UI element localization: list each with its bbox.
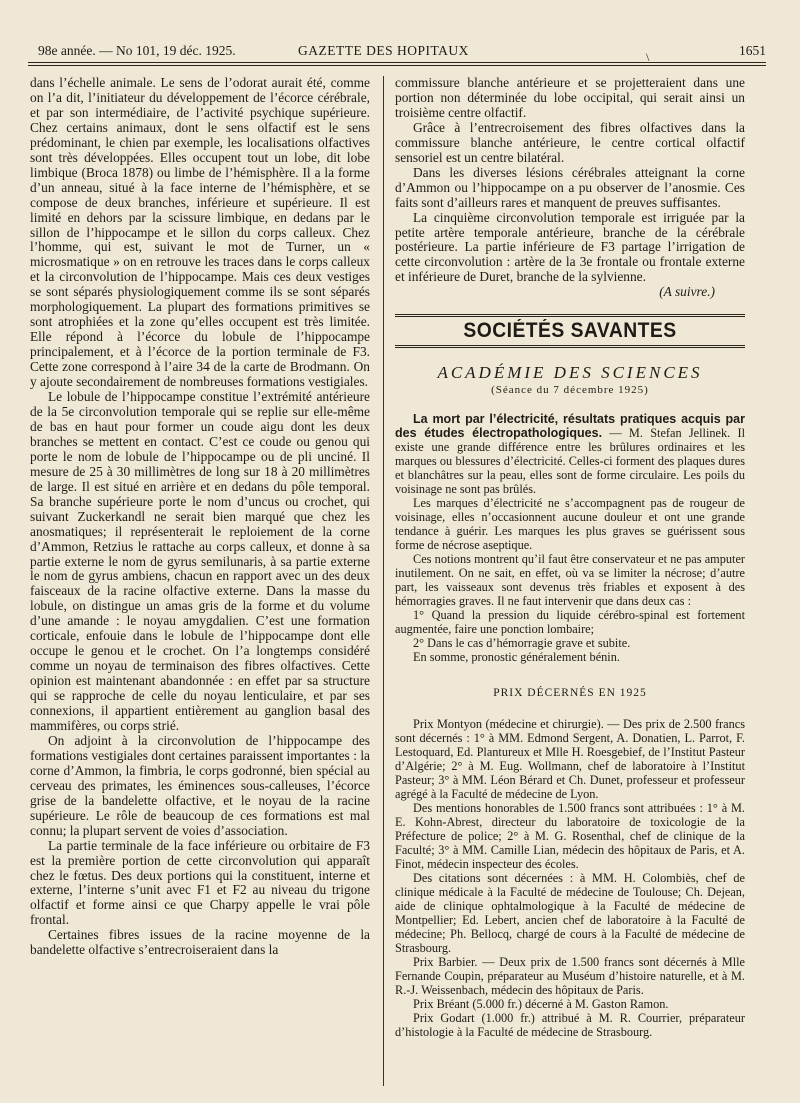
prize-entry: Des citations sont décernées : à MM. H. Colombiès, chef de clinique médicale à la Faculté de médecine de Toulouse; Ch. Dejean, aide de clinique ophtalmologique à la Faculté de médecine de Montpellier; Ed. Lebert, ancien chef de laboratoire à la Faculté de médecine; Ph. Bellocq, chargé de cours à la Faculté de médecine de Strasbourg. bbox=[395, 871, 745, 956]
article-author: — M. Stefan Jellinek. bbox=[602, 426, 731, 441]
left-column bbox=[30, 76, 370, 958]
academy-heading: ACADÉMIE DES SCIENCES bbox=[437, 363, 703, 383]
prize-entry: Prix Bréant (5.000 fr.) décerné à M. Gaston Ramon. bbox=[413, 997, 669, 1012]
page-number: 1651 bbox=[739, 43, 766, 58]
paragraph: Ces notions montrent qu’il faut être conservateur et ne pas amputer inutilement. On ne sait, en effet, où va se limiter la nécrose; d’autre part, les vaisseaux sont devenus très friables et exposent à des hémorragies graves. Il ne faut intervenir que dans deux cas : bbox=[395, 552, 745, 609]
to-be-continued: (A suivre.) bbox=[659, 284, 715, 300]
prize-entry: Prix Montyon (médecine et chirurgie). — Des prix de 2.500 francs sont décernés : 1° à MM. Edmond Sergent, A. Donatien, L. Parrot, F. Lestoquard, Ed. Plantureux et Mlle H. Roesgebief, de l’Institut Pasteur d’Algérie; 2° à M. Eug. Wollmann, chef de laboratoire à l’Institut Pasteur; 3° à MM. Léon Bérard et Ch. Dunet, professeur et professeur agrégé à la Faculté de médecine de Lyon. bbox=[395, 717, 745, 802]
header-rule-2 bbox=[28, 65, 766, 66]
prize-entry: Prix Barbier. — Deux prix de 1.500 francs sont décernés à Mlle Fernande Coupin, préparateur au Muséum d’histoire naturelle, et à M. R.-J. Weissenbach, médecin des hôpitaux de Paris. bbox=[395, 955, 745, 998]
right-column bbox=[395, 76, 745, 1039]
header-rule bbox=[28, 62, 766, 63]
paragraph: 1° Quand la pression du liquide cérébro-spinal est fortement augmentée, faire une ponction lombaire; bbox=[395, 608, 745, 637]
paragraph: La cinquième circonvolution temporale est irriguée par la petite artère temporale antérieure, branche de la cérébrale postérieure. La partie inférieure de F3 partage l’irrigation de cette circonvolution : artère de la 3e frontale ou frontale externe et inférieure de Duret, branche de la sylvienne. bbox=[395, 209, 745, 285]
paragraph: Grâce à l’entrecroisement des fibres olfactives dans la commissure blanche antérieure, le centre cortical olfactif sensoriel est un centre bilatéral. bbox=[395, 119, 745, 165]
prize-entry: Des mentions honorables de 1.500 francs sont attribuées : 1° à M. E. Kohn-Abrest, directeur du laboratoire de toxicologie de la Préfecture de police; 2° à M. G. Rosenthal, chef de clinique de la Faculté; 3° à MM. Camille Lian, médecin des hôpitaux de Paris, et A. Finot, médecin inspecteur des écoles. bbox=[395, 801, 745, 872]
prize-entry: Prix Godart (1.000 fr.) attribué à M. R. Courrier, préparateur d’histologie à la Faculté de médecine de Strasbourg. bbox=[395, 1011, 745, 1040]
paragraph: La partie terminale de la face inférieure ou orbitaire de F3 est la première portion de cette circonvolution qui apparaît chez le fœtus. Des deux portions qui la constituent, interne et externe, l’interne s’unit avec F1 et F2 au niveau du trigone olfactif et forme ainsi ce que Charpy appelle le vrai pôle frontal. bbox=[30, 837, 370, 928]
article-title: La mort par l’électricité, résultats pratiques acquis par des études électropathologiques. bbox=[395, 412, 745, 441]
paragraph: Le lobule de l’hippocampe constitue l’extrémité antérieure de la 5e circonvolution temporale qui se replie sur elle-même de bas en haut pour former un coude aigu dont les deux branches se mettent en contact. C’est ce coude ou genou qui porte le nom de lobule de l’hippocampe ou de pli unciné. Il mesure de 25 à 30 millimètres de long sur 18 à 20 millimètres de large. Il est situé en arrière et en dedans du pôle temporal. Sa branche supérieure porte le nom d’uncus ou crochet, qui suivant Zuckerkandl ne serait bien marqué que chez les anosmatiques; il représenterait le reploiement de la corne d’Ammon, Retzius le rattache au corps calleux, et donne à sa partie externe le nom de gyrus semilunaris, à sa partie externe le nom de gyrus ambiens, chacun en rapport avec un des deux faisceaux de la racine olfactive externe. Dans la masse du lobule, on distingue un amas gris de la forme et du volume d’une amande : le noyau amygdalien. C’est une formation corticale, enfouie dans le lobule de l’hippocampe dont elle occupe le genou et le crochet. On l’a longtemps considéré comme un noyau de terminaison des fibres olfactives. Cette opinion est maintenant abandonnée : en effet par sa structure qui se rapproche de celle du noyau lenticulaire, et par ses connexions, il appartient entièrement au ganglion basal des mammifères, ou corps strié. bbox=[30, 389, 370, 733]
paragraph: Certaines fibres issues de la racine moyenne de la bandelette olfactive s’entrecroiseraient dans la bbox=[30, 927, 370, 958]
paragraph: Dans les diverses lésions cérébrales atteignant la corne d’Ammon ou l’hippocampe on a pu observer de l’anosmie. Ces faits sont d’ailleurs rares et manquent de preuves suffisantes. bbox=[395, 164, 745, 210]
page-header bbox=[28, 40, 766, 62]
column-divider bbox=[383, 76, 384, 1086]
article-text: Il existe une grande différence entre les brûlures ordinaires et les marques ou blessures d’électricité. Celles-ci forment des plaques dures et blanchâtres sur la peau, elles sont de forme circulaire. Les poils du voisinage ne sont pas brûlés. bbox=[395, 426, 746, 497]
paragraph: En somme, pronostic généralement bénin. bbox=[413, 650, 620, 665]
prizes-heading: PRIX DÉCERNÉS EN 1925 bbox=[493, 687, 647, 700]
paragraph: Les marques d’électricité ne s’accompagnent pas de rougeur de voisinage, elles n’occasionnent aucune douleur et ont une grande tendance à guérir. Les marques les plus graves se guérissent sous forme de nécrose aseptique. bbox=[395, 496, 745, 553]
paragraph: dans l’échelle animale. Le sens de l’odorat aurait été, comme on l’a dit, l’initiateur du développement de l’écorce cérébrale, et par son intermédiaire, de l’activité psychique supérieure. Chez certains animaux, dont le sens olfactif est le sens prédominant, le chien par exemple, les localisations olfactives sont très développées. Elles occupent tout un lobe, dit lobe limbique (Broca 1878) ou limbe de l’hémisphère. Il a la forme d’un anneau, situé à la face interne de l’hémisphère, et se compose de deux branches, inférieure et supérieure. Il est limité en dehors par la scissure limbique, en dedans par le sillon de l’hippocampe et le sillon du corps calleux. Chez l’homme, qui est, suivant le mot de Turner, un « microsmatique » on en retrouve les traces dans le corps calleux et la circonvolution de l’hippocampe. Mais ces deux vestiges se sont séparés physiologiquement comme ils se sont séparés morphologiquement. La plupart des formations primitives se sont atrophiées et la zone qu’elles occupent est très limitée. Elle répond à l’écorce du lobule de l’hippocampe principalement, et à l’écorce de la portion terminale de F3. Cette zone correspond à l’aire 34 de la carte de Brodmann. On y ajoute secondairement de nombreuses formations vestigiales. bbox=[30, 75, 370, 390]
section-title: SOCIÉTÉS SAVANTES bbox=[463, 319, 677, 343]
newspaper-page bbox=[28, 40, 766, 1080]
margin-mark: \ bbox=[646, 50, 650, 64]
paragraph: On adjoint à la circonvolution de l’hippocampe des formations vestigiales dont certaines paraissent importantes : la corne d’Ammon, la fimbria, le corps godronné, bien spécial au cerveau des primates, les éminences sous-calleuses, l’écorce grise de la bandelette olfactive, et le noyau de la racine supérieure. Le rôle de beaucoup de ces formations est mal connu; la plupart servent de voies d’association. bbox=[30, 732, 370, 838]
paragraph: 2° Dans le cas d’hémorragie grave et subite. bbox=[413, 636, 631, 651]
journal-title: GAZETTE DES HOPITAUX bbox=[298, 43, 469, 58]
issue-info: 98e année. — No 101, 19 déc. 1925. bbox=[38, 43, 236, 58]
session-date: (Séance du 7 décembre 1925) bbox=[491, 384, 649, 397]
paragraph: commissure blanche antérieure et se projetteraient dans une portion non déterminée du lobe occipital, qui serait ainsi un troisième centre olfactif. bbox=[395, 75, 745, 120]
section-header bbox=[395, 314, 745, 348]
prizes-list bbox=[395, 717, 745, 1039]
article bbox=[395, 412, 745, 664]
